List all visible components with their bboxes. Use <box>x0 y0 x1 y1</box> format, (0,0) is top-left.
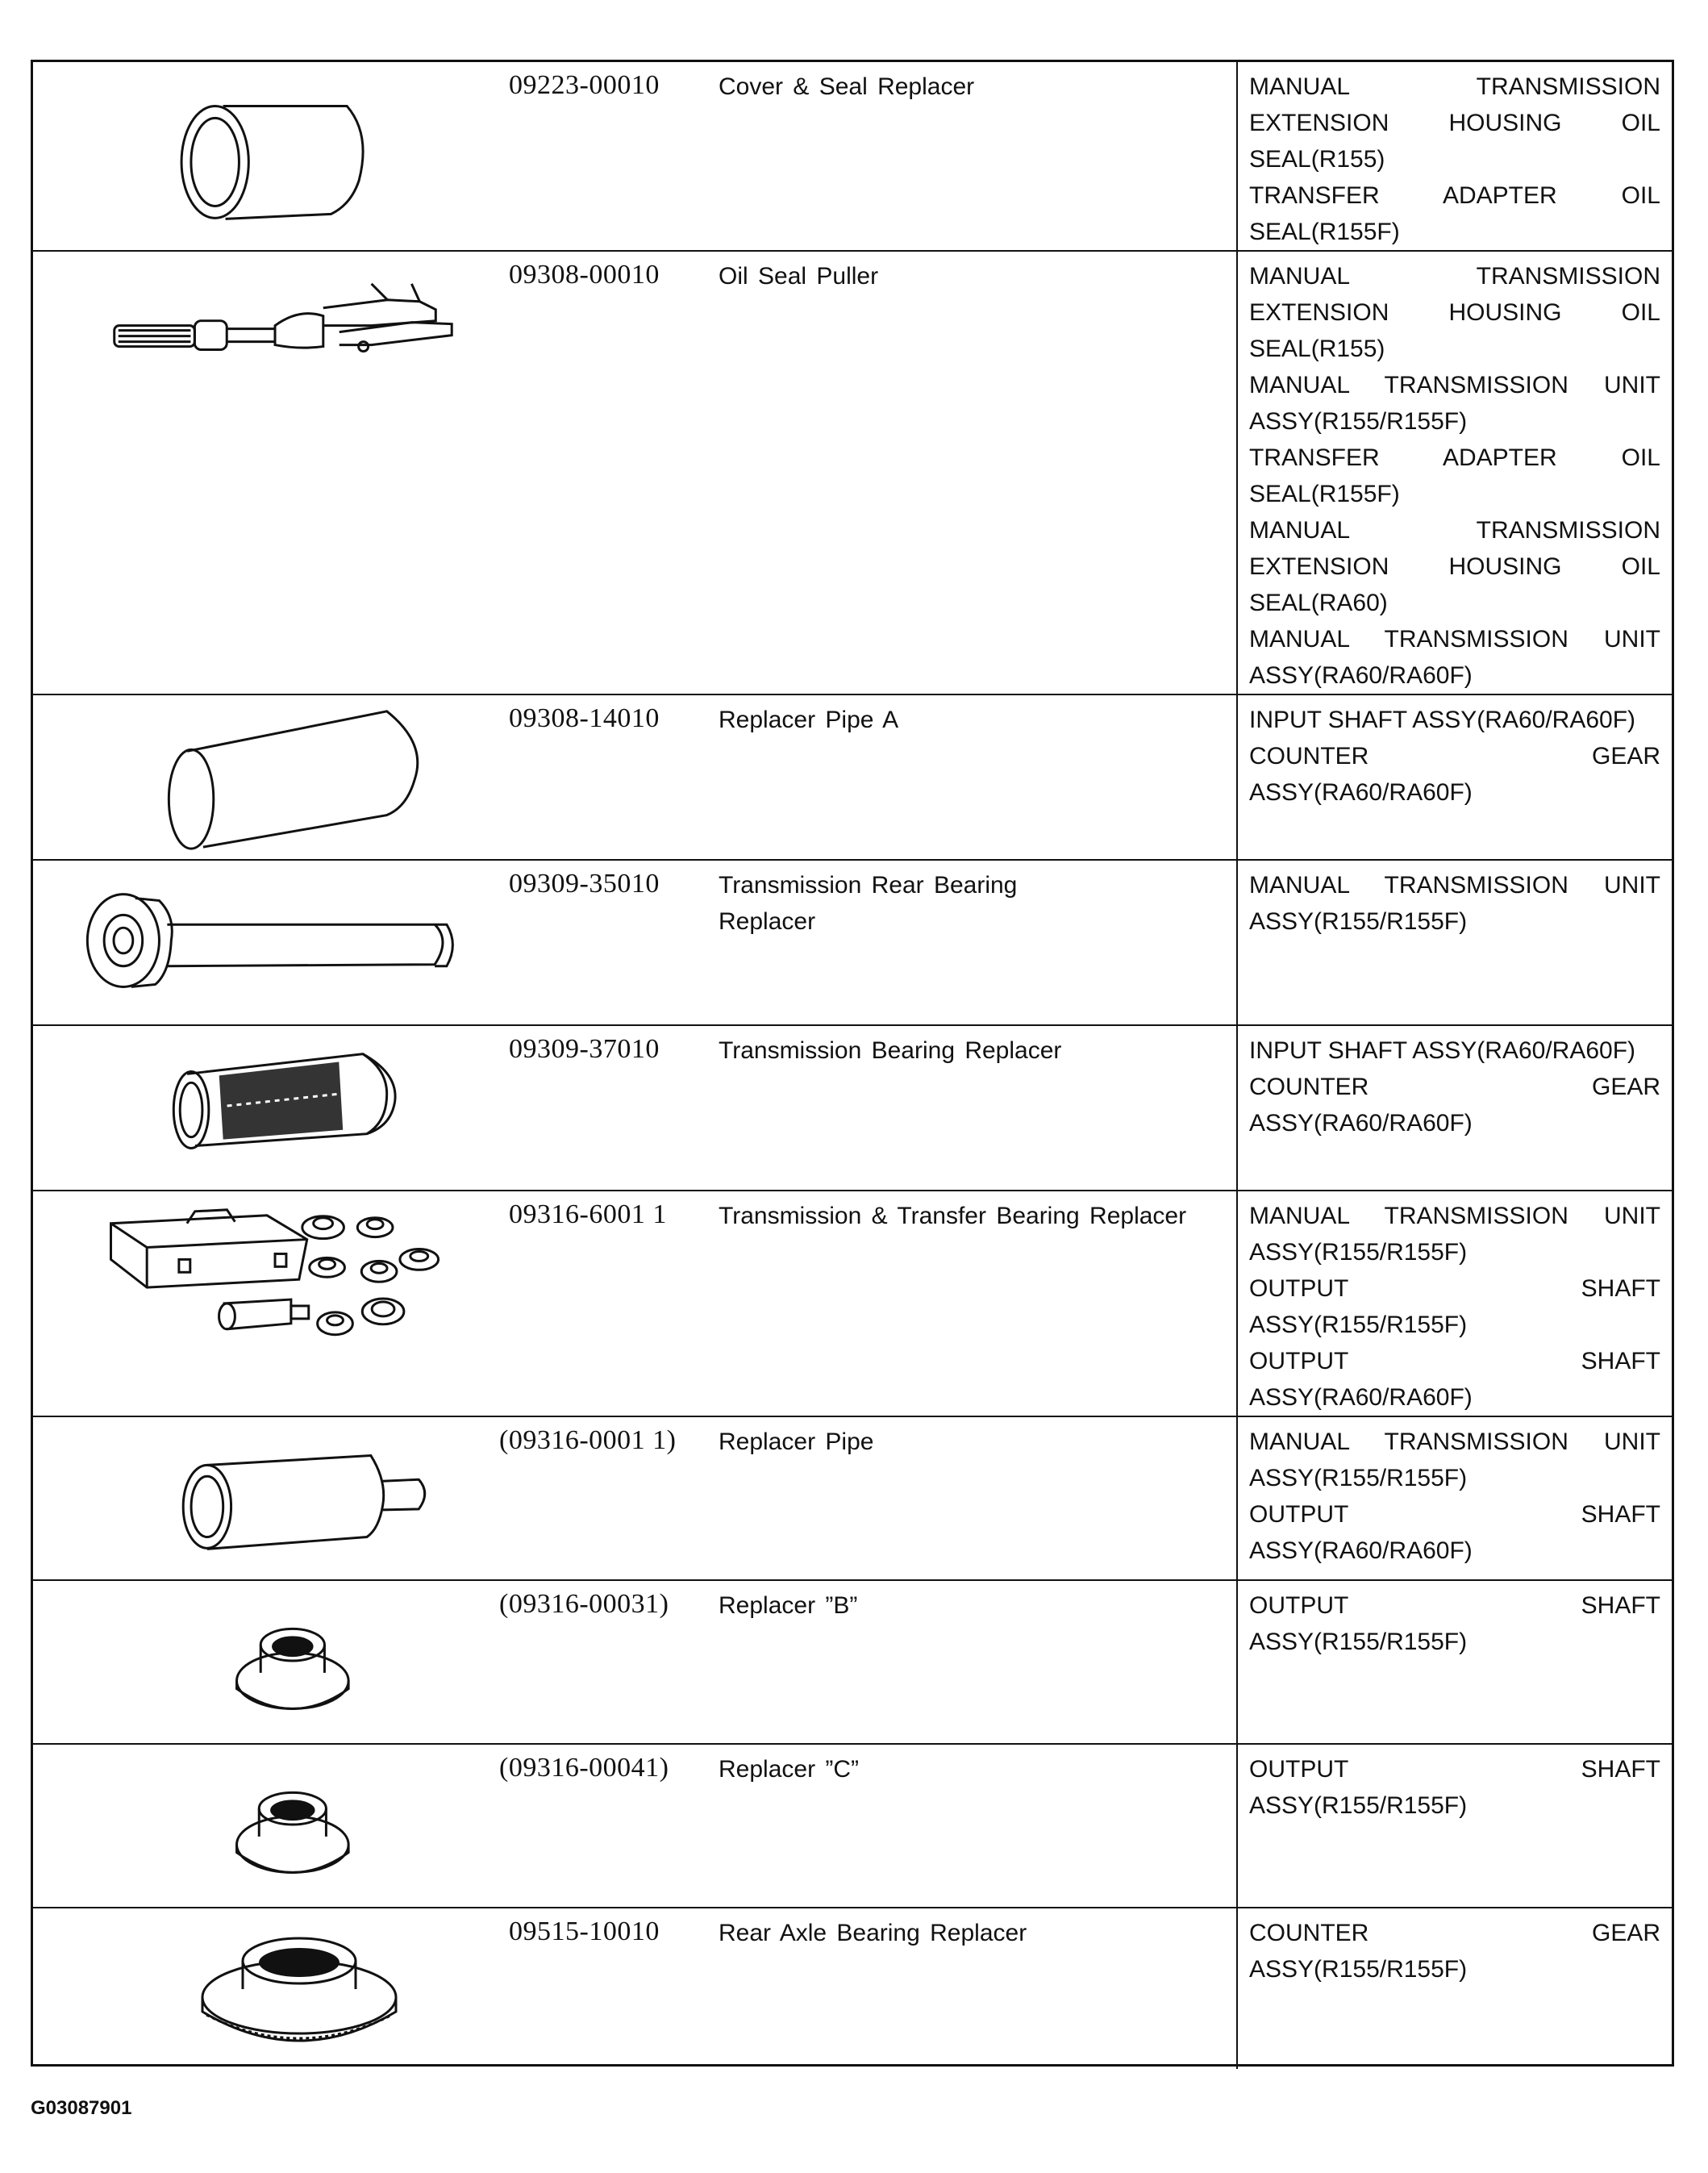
flanged-ring-icon <box>33 1745 525 1907</box>
table-row <box>33 1026 1672 1191</box>
table-row <box>33 1908 1672 2069</box>
usage-line: COUNTER GEAR <box>1249 743 1660 770</box>
usage-line: ASSY(R155/R155F) <box>1249 1312 1468 1338</box>
part-number: 09223-00010 <box>509 70 660 100</box>
usage-list <box>1249 1751 1660 1824</box>
tool-name: Transmission Bearing Replacer <box>719 1037 1062 1064</box>
usage-line: ASSY(R155/R155F) <box>1249 1629 1468 1655</box>
tool-name: Transmission & Transfer Bearing Replacer <box>719 1203 1187 1229</box>
part-number: (09316-00031) <box>499 1589 669 1619</box>
usage-line: TRANSFER ADAPTER OIL <box>1249 444 1660 471</box>
tool-kit-icon <box>33 1191 525 1416</box>
table-row <box>33 1191 1672 1417</box>
tool-name: Replacer ”B” <box>719 1592 858 1619</box>
usage-line: ASSY(R155/R155F) <box>1249 1956 1468 1983</box>
usage-list <box>1249 702 1660 811</box>
usage-list <box>1249 867 1660 940</box>
tool-name: Rear Axle Bearing Replacer <box>719 1920 1027 1946</box>
usage-line: ASSY(R155/R155F) <box>1249 908 1468 935</box>
usage-line: MANUAL TRANSMISSION UNIT <box>1249 872 1660 899</box>
usage-line: INPUT SHAFT ASSY(RA60/RA60F) <box>1249 707 1636 733</box>
tool-name: Cover & Seal Replacer <box>719 73 975 100</box>
table-row <box>33 1581 1672 1745</box>
usage-line: MANUAL TRANSMISSION <box>1249 517 1660 544</box>
rear-axle-bearing-replacer-illustration <box>33 1908 525 2069</box>
part-number: 09308-00010 <box>509 260 660 290</box>
tool-name: Replacer ”C” <box>719 1756 860 1783</box>
usage-line: SEAL(R155) <box>1249 146 1385 173</box>
oil-seal-puller-illustration <box>33 252 525 694</box>
knurled-replacer-icon <box>33 1026 525 1190</box>
usage-list <box>1249 1424 1660 1569</box>
usage-line: EXTENSION HOUSING OIL <box>1249 110 1660 136</box>
table-row <box>33 1745 1672 1908</box>
tool-name: Replacer Pipe <box>719 1429 874 1455</box>
usage-line: MANUAL TRANSMISSION UNIT <box>1249 1429 1660 1455</box>
usage-line: MANUAL TRANSMISSION <box>1249 263 1660 290</box>
part-number: 09309-35010 <box>509 869 660 899</box>
part-number: 09515-10010 <box>509 1916 660 1946</box>
replacer-pipe-a-illustration <box>33 695 525 859</box>
usage-line: MANUAL TRANSMISSION UNIT <box>1249 1203 1660 1229</box>
usage-list <box>1249 258 1660 694</box>
usage-line: OUTPUT SHAFT <box>1249 1501 1660 1528</box>
tool-name: Transmission Rear Bearing Replacer <box>719 872 1018 935</box>
usage-line: ASSY(RA60/RA60F) <box>1249 779 1473 806</box>
pipe-tool-icon <box>33 1417 525 1579</box>
usage-line: MANUAL TRANSMISSION UNIT <box>1249 372 1660 398</box>
table-row <box>33 1417 1672 1581</box>
usage-list <box>1249 1915 1660 1987</box>
part-number: (09316-0001 1) <box>499 1425 677 1455</box>
usage-list <box>1249 69 1660 250</box>
usage-line: ASSY(R155/R155F) <box>1249 408 1468 435</box>
bearing-disc-icon <box>33 1908 525 2069</box>
replacer-b-illustration <box>33 1581 525 1743</box>
table-row <box>33 695 1672 861</box>
usage-line: OUTPUT SHAFT <box>1249 1592 1660 1619</box>
usage-line: OUTPUT SHAFT <box>1249 1275 1660 1302</box>
usage-list <box>1249 1587 1660 1660</box>
usage-line: OUTPUT SHAFT <box>1249 1756 1660 1783</box>
puller-tool-icon <box>33 252 525 694</box>
usage-line: ASSY(R155/R155F) <box>1249 1792 1468 1819</box>
usage-line: SEAL(R155F) <box>1249 481 1400 507</box>
pipe-tool-icon <box>33 695 525 859</box>
usage-list <box>1249 1198 1660 1416</box>
usage-line: EXTENSION HOUSING OIL <box>1249 299 1660 326</box>
usage-line: ASSY(RA60/RA60F) <box>1249 1384 1473 1411</box>
replacer-pipe-illustration <box>33 1417 525 1579</box>
usage-line: TRANSFER ADAPTER OIL <box>1249 182 1660 209</box>
part-number: 09316-6001 1 <box>509 1199 667 1229</box>
bearing-replacer-icon <box>33 861 525 1024</box>
cover-seal-replacer-illustration <box>33 62 525 250</box>
part-number: 09309-37010 <box>509 1034 660 1064</box>
usage-line: ASSY(R155/R155F) <box>1249 1465 1468 1491</box>
figure-id: G03087901 <box>31 2097 132 2119</box>
usage-line: ASSY(RA60/RA60F) <box>1249 662 1473 689</box>
replacer-c-illustration <box>33 1745 525 1907</box>
usage-line: ASSY(RA60/RA60F) <box>1249 1537 1473 1564</box>
table-row <box>33 62 1672 252</box>
usage-line: ASSY(R155/R155F) <box>1249 1239 1468 1266</box>
special-tools-table <box>31 60 1674 2067</box>
bearing-replacer-set-illustration <box>33 1191 525 1416</box>
usage-list <box>1249 1032 1660 1141</box>
part-number: (09316-00041) <box>499 1753 669 1783</box>
table-row <box>33 861 1672 1026</box>
usage-line: MANUAL TRANSMISSION UNIT <box>1249 626 1660 653</box>
usage-line: MANUAL TRANSMISSION <box>1249 73 1660 100</box>
rear-bearing-replacer-illustration <box>33 861 525 1024</box>
usage-line: SEAL(R155F) <box>1249 219 1400 245</box>
usage-line: INPUT SHAFT ASSY(RA60/RA60F) <box>1249 1037 1636 1064</box>
usage-line: SEAL(R155) <box>1249 336 1385 362</box>
usage-line: SEAL(RA60) <box>1249 590 1388 616</box>
table-row <box>33 252 1672 695</box>
usage-line: COUNTER GEAR <box>1249 1074 1660 1100</box>
flanged-ring-icon <box>33 1581 525 1743</box>
tool-name: Replacer Pipe A <box>719 707 899 733</box>
usage-line: EXTENSION HOUSING OIL <box>1249 553 1660 580</box>
cylinder-tool-icon <box>33 62 525 250</box>
part-number: 09308-14010 <box>509 703 660 733</box>
usage-line: COUNTER GEAR <box>1249 1920 1660 1946</box>
tool-name: Oil Seal Puller <box>719 263 879 290</box>
usage-line: ASSY(RA60/RA60F) <box>1249 1110 1473 1137</box>
usage-line: OUTPUT SHAFT <box>1249 1348 1660 1374</box>
bearing-replacer-illustration <box>33 1026 525 1190</box>
